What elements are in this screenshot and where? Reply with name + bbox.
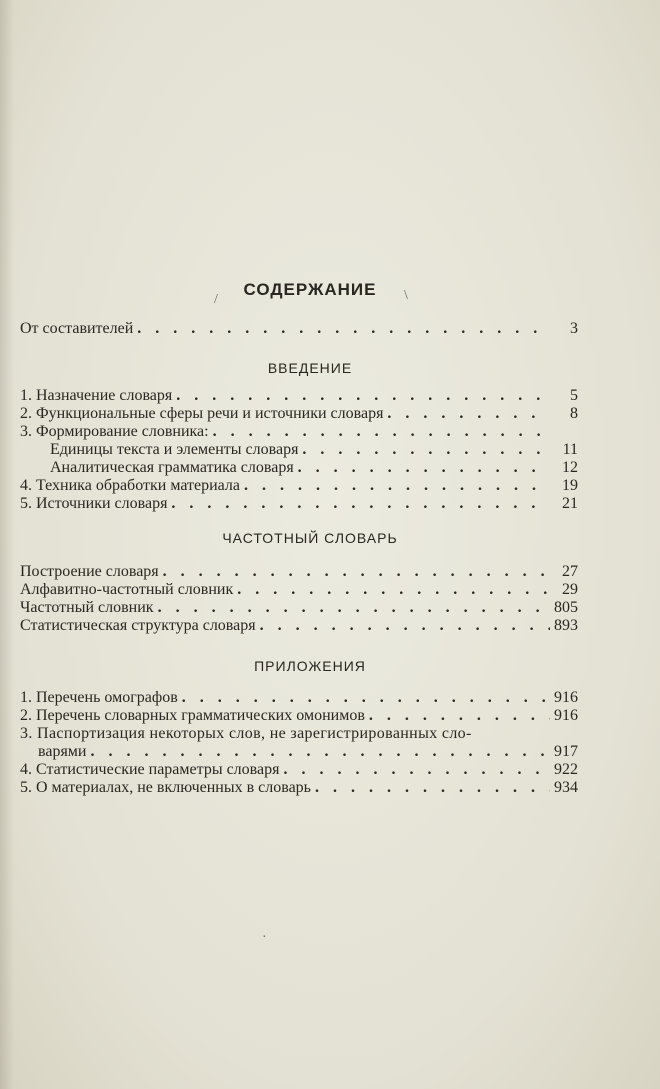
toc-entry-title: Построение словаря xyxy=(20,563,159,580)
toc-entry-title: От составителей xyxy=(20,320,134,337)
toc-entry-page: 893 xyxy=(554,617,578,634)
toc-entry-title: Аналитическая грамматика словаря xyxy=(50,459,294,476)
toc-entry-title: 3. Паспортизация некоторых слов, не зарегистрированных сло- xyxy=(20,725,472,742)
toc-entry-page: 21 xyxy=(562,495,578,512)
page-title: СОДЕРЖАНИЕ xyxy=(243,280,377,299)
toc-entry-page: 917 xyxy=(554,743,578,760)
toc-entry xyxy=(20,689,578,707)
dot-leader xyxy=(171,495,550,513)
toc-entry xyxy=(20,779,578,797)
dot-leader xyxy=(302,441,550,459)
toc-entry-title: Единицы текста и элементы словаря xyxy=(50,441,299,458)
dot-leader xyxy=(137,320,550,338)
toc-entry-preface xyxy=(20,320,578,338)
toc-entry-title: 3. Формирование словника: xyxy=(20,423,209,440)
toc-entry-page: 805 xyxy=(554,599,578,616)
toc-entry xyxy=(20,599,578,617)
toc-entry xyxy=(20,617,578,635)
toc-entry xyxy=(20,761,578,779)
dot-leader xyxy=(182,689,550,707)
toc-entry-title: 2. Функциональные сферы речи и источники словаря xyxy=(20,405,384,422)
print-mark: · xyxy=(262,930,267,945)
toc-entry-title: 5. О материалах, не включенных в словарь xyxy=(20,779,311,796)
toc-entry-title: 2. Перечень словарных грамматических омонимов xyxy=(20,707,365,724)
toc-subentry xyxy=(50,441,578,459)
toc-entry-title: Алфавитно-частотный словник xyxy=(20,581,234,598)
print-mark: \ xyxy=(404,288,408,303)
dot-leader xyxy=(298,459,550,477)
dot-leader xyxy=(158,599,550,617)
dot-leader xyxy=(91,743,551,761)
dot-leader xyxy=(244,477,550,495)
toc-entry-title: Частотный словник xyxy=(20,599,154,616)
toc-entry xyxy=(20,387,578,405)
dot-leader xyxy=(260,617,550,635)
toc-entry-title: Статистическая структура словаря xyxy=(20,617,256,634)
toc-entry xyxy=(20,581,578,599)
toc-entry-page: 922 xyxy=(554,761,578,778)
dot-leader xyxy=(315,779,550,797)
dot-leader xyxy=(163,563,550,581)
toc-entry xyxy=(20,423,578,441)
toc-entry-title: 1. Перечень омографов xyxy=(20,689,178,706)
dot-leader xyxy=(369,707,550,725)
toc-entry xyxy=(20,405,578,423)
toc-entry-page: 19 xyxy=(562,477,578,494)
toc-entry-page: 916 xyxy=(554,707,578,724)
dot-leader xyxy=(176,387,550,405)
dot-leader xyxy=(283,761,550,779)
toc-subentry xyxy=(50,459,578,477)
section-heading-introduction: ВВЕДЕНИЕ xyxy=(267,360,353,376)
print-mark: / xyxy=(214,292,218,307)
section-heading-frequency-dictionary: ЧАСТОТНЫЙ СЛОВАРЬ xyxy=(222,530,398,546)
toc-entry-page: 12 xyxy=(562,459,578,476)
toc-entry-title: 5. Источники словаря xyxy=(20,495,168,512)
toc-entry xyxy=(20,563,578,581)
dot-leader xyxy=(237,581,550,599)
toc-entry xyxy=(20,477,578,495)
toc-entry-page: 3 xyxy=(570,320,578,337)
toc-entry-page: 934 xyxy=(554,779,578,796)
toc-entry-page: 29 xyxy=(562,581,578,598)
toc-entry-page: 8 xyxy=(570,405,578,422)
dot-leader xyxy=(213,423,550,441)
toc-entry xyxy=(20,725,578,743)
toc-entry xyxy=(20,707,578,725)
toc-entry-continuation xyxy=(38,743,578,761)
toc-entry-title: 1. Назначение словаря xyxy=(20,387,173,404)
toc-entry-title: 4. Техника обработки материала xyxy=(20,477,240,494)
section-heading-appendices: ПРИЛОЖЕНИЯ xyxy=(254,658,366,674)
toc-entry-page: 916 xyxy=(554,689,578,706)
toc-entry-title: 4. Статистические параметры словаря xyxy=(20,761,280,778)
toc-entry-title: варями xyxy=(38,743,87,760)
toc-entry xyxy=(20,495,578,513)
toc-entry-page: 27 xyxy=(562,563,578,580)
toc-entry-page: 5 xyxy=(570,387,578,404)
toc-entry-page: 11 xyxy=(562,441,578,458)
dot-leader xyxy=(387,405,550,423)
